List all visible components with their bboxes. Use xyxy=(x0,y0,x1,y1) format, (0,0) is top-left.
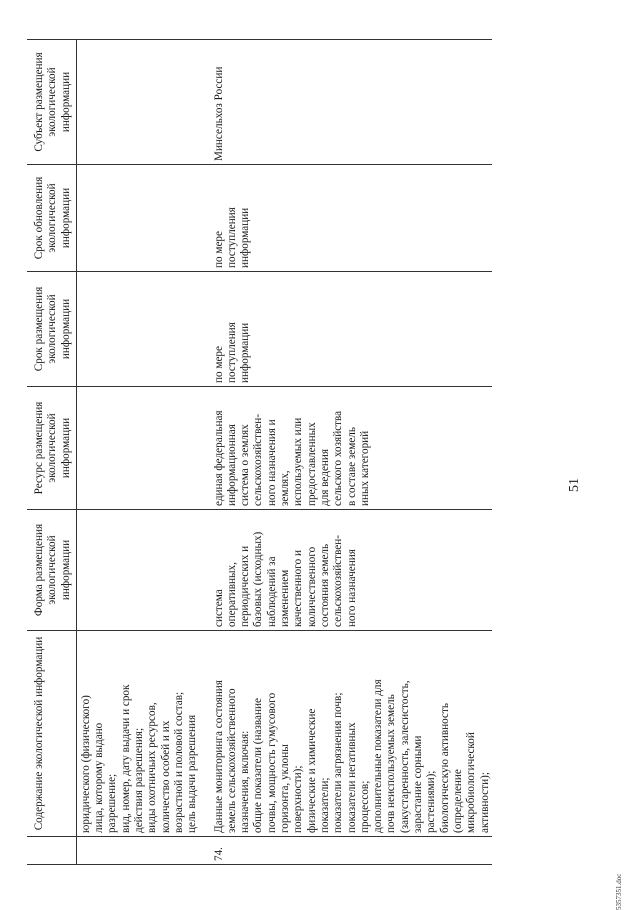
eco-info-table xyxy=(27,39,492,865)
header-resource: Ресурс размещения экологической информации xyxy=(27,387,76,510)
row-term-place: по мере поступления информации xyxy=(200,272,492,387)
header-number-cell xyxy=(27,837,76,865)
footnote: 5357351.doc xyxy=(615,873,623,910)
continuation-content: юридического (физического) лица, которому выдано разрешение; вид, номер, дату выдачи и срок действия разрешения; виды охотничьих ресурсов, количество особей и их возрастной и половой состав; цель выдачи разрешения xyxy=(76,631,199,837)
header-term-place: Срок размещения экологической информации xyxy=(27,272,76,387)
row-resource: единая федеральная информационная система о землях сельскохозяйствен- ного назначения и землях, используемых или предоставленных для ведения сельского хозяйства в составе земель иных категорий xyxy=(200,387,492,510)
header-form: Форма размещения экологической информации xyxy=(27,510,76,631)
table-header-row xyxy=(27,40,76,865)
header-term-update: Срок обновления экологической информации xyxy=(27,165,76,272)
row-form: система оперативных, периодических и базовых (исходных) наблюдений за изменением качественного и количественного состояния земель сельскохозяйствен- ного назначения xyxy=(200,510,492,631)
page-number: 51 xyxy=(567,478,582,492)
row-term-update: по мере поступления информации xyxy=(200,165,492,272)
header-content: Содержание экологической информации xyxy=(27,631,76,837)
table-row xyxy=(76,40,199,865)
table-row xyxy=(200,40,492,865)
row-number: 74. xyxy=(200,837,492,865)
header-subject: Субъект размещения экологической информации xyxy=(27,40,76,165)
row-subject: Минсельхоз России xyxy=(200,40,492,165)
row-content: Данные мониторинга состояния земель сельскохозяйственного назначения, включая: общие показатели (название почвы, мощность гумусового горизонта, уклоны поверхности); физические и химические показатели; показатели загрязнения почв; показатели негативных процессов; дополнительные показатели для почв неиспользуемых земель (закустаренность, залесистость, зарастание сорными растениями); биологическую активность (определение микробиологической активности); xyxy=(200,631,492,837)
